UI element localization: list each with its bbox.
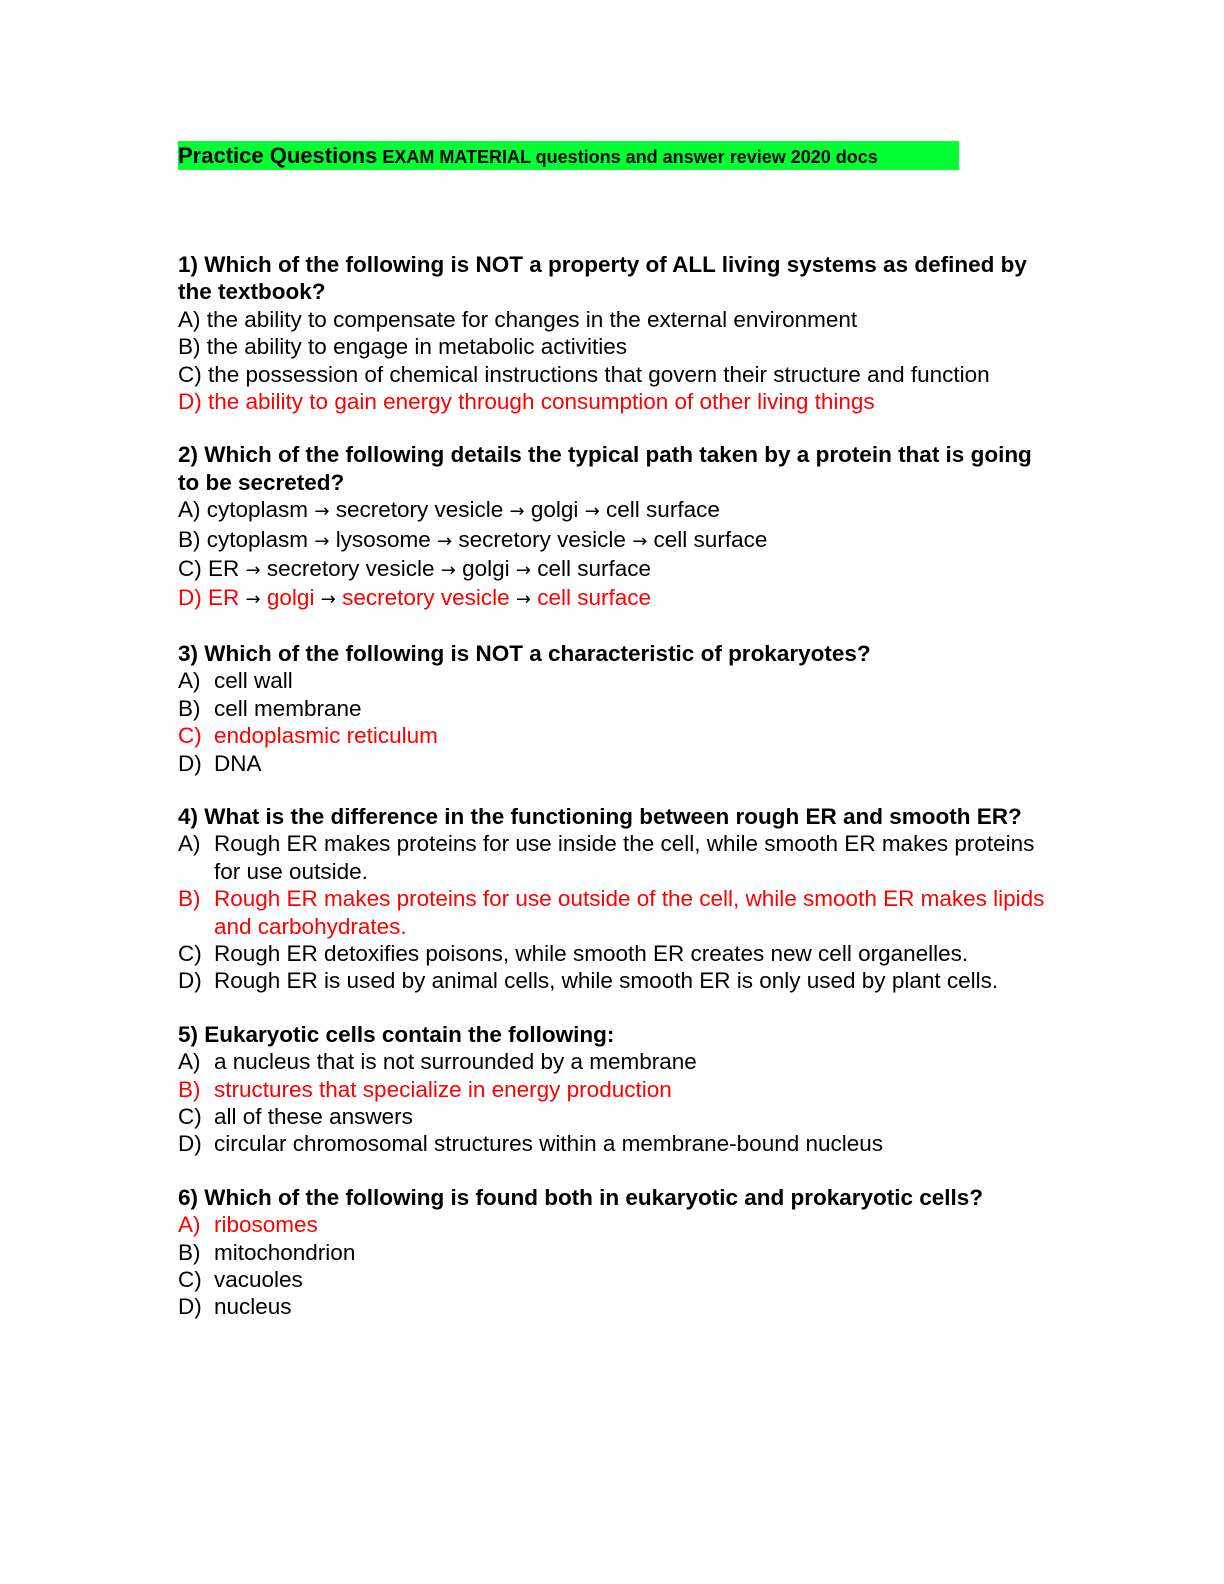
question-1-text: 1) Which of the following is NOT a property of ALL living systems as defined by the textbook? <box>178 252 1027 305</box>
question-6-option-b <box>178 1239 1048 1266</box>
title-rest: EXAM MATERIAL questions and answer review 2020 docs <box>377 147 878 167</box>
question-1-option-c: C) the possession of chemical instructions that govern their structure and function <box>178 361 990 387</box>
path-step: golgi <box>266 585 315 611</box>
question-3-option-c-correct <box>178 722 1048 749</box>
option-text: Rough ER detoxifies poisons, while smooth ER creates new cell organelles. <box>214 940 969 966</box>
question-4-option-b-correct <box>178 885 1048 940</box>
question-6-text: 6) Which of the following is found both in eukaryotic and prokaryotic cells? <box>178 1184 984 1210</box>
option-text: nucleus <box>214 1294 292 1320</box>
option-letter: B) <box>178 695 201 721</box>
path-step: secretory vesicle <box>335 497 504 523</box>
question-6-option-d <box>178 1293 1048 1320</box>
question-6 <box>178 1184 1048 1321</box>
question-3-option-d <box>178 750 1048 777</box>
path-step: golgi <box>530 497 579 523</box>
question-2-option-c <box>178 555 1048 584</box>
option-text: structures that specialize in energy production <box>214 1076 672 1102</box>
question-3-text: 3) Which of the following is NOT a characteristic of prokaryotes? <box>178 640 871 666</box>
option-text: Rough ER is used by animal cells, while smooth ER is only used by plant cells. <box>214 968 999 994</box>
arrow-right-icon: → <box>440 560 456 582</box>
option-text: cell wall <box>214 668 293 694</box>
option-label: D) <box>178 585 202 611</box>
option-text: all of these answers <box>214 1103 413 1129</box>
question-6-option-c <box>178 1266 1048 1293</box>
arrow-right-icon: → <box>320 589 336 611</box>
arrow-right-icon: → <box>632 530 648 552</box>
question-3 <box>178 640 1048 777</box>
question-list <box>178 251 1048 1347</box>
path-step: cell surface <box>606 497 720 523</box>
option-letter: D) <box>178 1131 202 1157</box>
option-letter: A) <box>178 1049 201 1075</box>
path-step: cell surface <box>653 526 768 552</box>
option-label: B) <box>178 526 201 552</box>
question-2-option-d-correct <box>178 584 1048 613</box>
option-text: ribosomes <box>214 1212 318 1238</box>
option-label: C) <box>178 556 202 582</box>
option-letter: C) <box>178 1103 202 1129</box>
question-4-option-a <box>178 830 1048 885</box>
path-step: cytoplasm <box>206 526 309 552</box>
question-6-option-a-correct <box>178 1211 1048 1238</box>
option-text: Rough ER makes proteins for use outside of the cell, while smooth ER makes lipids and carbohydrates. <box>214 886 1045 939</box>
path-step: secretory vesicle <box>266 556 435 582</box>
option-letter: A) <box>178 668 201 694</box>
arrow-right-icon: → <box>515 560 531 582</box>
question-4-option-c <box>178 940 1048 967</box>
question-5 <box>178 1021 1048 1158</box>
arrow-right-icon: → <box>314 501 330 523</box>
option-letter: D) <box>178 750 202 776</box>
option-letter: C) <box>178 1267 202 1292</box>
arrow-right-icon: → <box>437 530 453 552</box>
option-letter: C) <box>178 723 202 749</box>
option-letter: B) <box>178 886 201 912</box>
path-step: golgi <box>462 556 510 582</box>
question-5-option-c <box>178 1103 1048 1130</box>
option-letter: B) <box>178 1076 201 1102</box>
option-label: A) <box>178 497 201 523</box>
option-letter: A) <box>178 831 201 857</box>
option-text: vacuoles <box>214 1267 303 1292</box>
option-letter: C) <box>178 940 202 966</box>
question-4-option-d <box>178 967 1048 994</box>
arrow-right-icon: → <box>515 589 531 611</box>
arrow-right-icon: → <box>245 560 261 582</box>
question-2-option-a <box>178 496 1048 525</box>
path-step: ER <box>208 556 240 582</box>
option-text: mitochondrion <box>214 1239 356 1265</box>
arrow-right-icon: → <box>245 589 261 611</box>
question-1 <box>178 251 1048 415</box>
title-main: Practice Questions <box>178 143 378 168</box>
path-step: lysosome <box>335 526 431 552</box>
question-1-option-a: A) the ability to compensate for changes in the external environment <box>178 306 858 332</box>
option-text: circular chromosomal structures within a membrane-bound nucleus <box>214 1131 884 1157</box>
option-letter: D) <box>178 968 202 994</box>
arrow-right-icon: → <box>314 530 330 552</box>
question-2-text: 2) Which of the following details the typical path taken by a protein that is going to be secreted? <box>178 442 1032 495</box>
option-letter: A) <box>178 1212 201 1238</box>
question-2 <box>178 441 1048 613</box>
path-step: secretory vesicle <box>458 526 626 552</box>
question-5-option-d <box>178 1130 1048 1157</box>
option-letter: B) <box>178 1239 201 1265</box>
path-step: secretory vesicle <box>342 585 510 611</box>
path-step: cytoplasm <box>206 497 309 523</box>
option-text: a nucleus that is not surrounded by a membrane <box>214 1049 697 1075</box>
document-title <box>178 141 959 170</box>
question-2-option-b <box>178 526 1048 555</box>
question-3-option-a <box>178 667 1048 694</box>
option-text: endoplasmic reticulum <box>214 723 438 749</box>
question-4 <box>178 803 1048 995</box>
option-text: DNA <box>214 750 262 776</box>
question-4-text: 4) What is the difference in the functioning between rough ER and smooth ER? <box>178 803 1022 829</box>
path-step: cell surface <box>537 556 652 582</box>
question-1-option-d-correct: D) the ability to gain energy through consumption of other living things <box>178 389 875 415</box>
question-5-option-b-correct <box>178 1076 1048 1103</box>
arrow-right-icon: → <box>509 501 525 523</box>
option-letter: D) <box>178 1294 202 1320</box>
question-5-option-a <box>178 1048 1048 1075</box>
option-text: Rough ER makes proteins for use inside the cell, while smooth ER makes proteins for use outside. <box>214 831 1035 884</box>
question-5-text: 5) Eukaryotic cells contain the following: <box>178 1021 615 1047</box>
question-1-option-b: B) the ability to engage in metabolic activities <box>178 334 627 360</box>
path-step: cell surface <box>537 585 652 611</box>
question-3-option-b <box>178 695 1048 722</box>
arrow-right-icon: → <box>584 501 600 523</box>
option-text: cell membrane <box>214 695 362 721</box>
path-step: ER <box>208 585 240 611</box>
